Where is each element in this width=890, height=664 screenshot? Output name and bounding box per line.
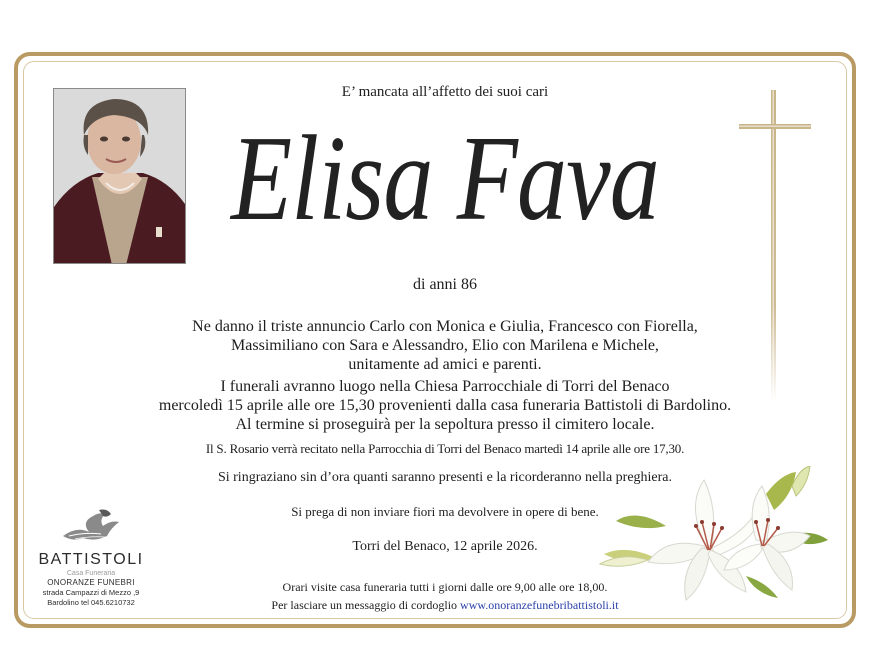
funeral-line: mercoledì 15 aprile alle ore 15,30 provenienti dalla casa funeraria Battistoli di Bardolino. [158,397,732,414]
logo-brand: BATTISTOLI [38,551,144,568]
lily-flowers [596,466,836,611]
thanks-text: Si ringraziano sin d’ora quanti saranno presenti e la ricorderanno nella preghiera. [217,470,673,485]
logo-subtitle: Casa Funeraria [66,570,116,577]
place-date-text: Torri del Benaco, 12 aprile 2026. [352,539,538,554]
funeral-line: I funerali avranno luogo nella Chiesa Parrocchiale di Torri del Benaco [220,378,670,395]
logo-address: strada Campazzi di Mezzo ,9 [42,588,140,597]
angel-logo-icon [59,506,123,546]
announcement-line: Ne danno il triste annuncio Carlo con Monica e Giulia, Francesco con Fiorella, [192,318,698,335]
logo-city-phone: Bardolino tel 045.6210732 [47,598,135,607]
announcement-line: unitamente ad amici e parenti. [348,356,542,373]
rosary-text: Il S. Rosario verrà recitato nella Parrocchia di Torri del Benaco martedì 14 aprile alle ore 17,30. [205,441,685,456]
lily-bloom-left [648,480,759,600]
age-text: di anni 86 [413,276,477,293]
condolence-link[interactable]: www.onoranzefunebribattistoli.it [460,598,619,612]
cross-icon [735,86,815,406]
funeral-line: Al termine si proseguirà per la sepoltura presso il cimitero locale. [235,416,655,433]
condolence-prefix: Per lasciare un messaggio di cordoglio [271,598,458,612]
announcement-line: Massimiliano con Sara e Alessandro, Elio con Marilena e Michele, [231,337,659,354]
visiting-hours-text: Orari visite casa funeraria tutti i giorni dalle ore 9,00 alle ore 18,00. [282,580,608,594]
funeral-home-logo [36,506,146,608]
intro-text: E’ mancata all’affetto dei suoi cari [341,84,549,100]
deceased-name: Elisa Fava [230,111,660,246]
logo-service: ONORANZE FUNEBRI [47,578,135,587]
flowers-note-text: Si prega di non inviare fiori ma devolvere in opere di bene. [291,504,599,519]
